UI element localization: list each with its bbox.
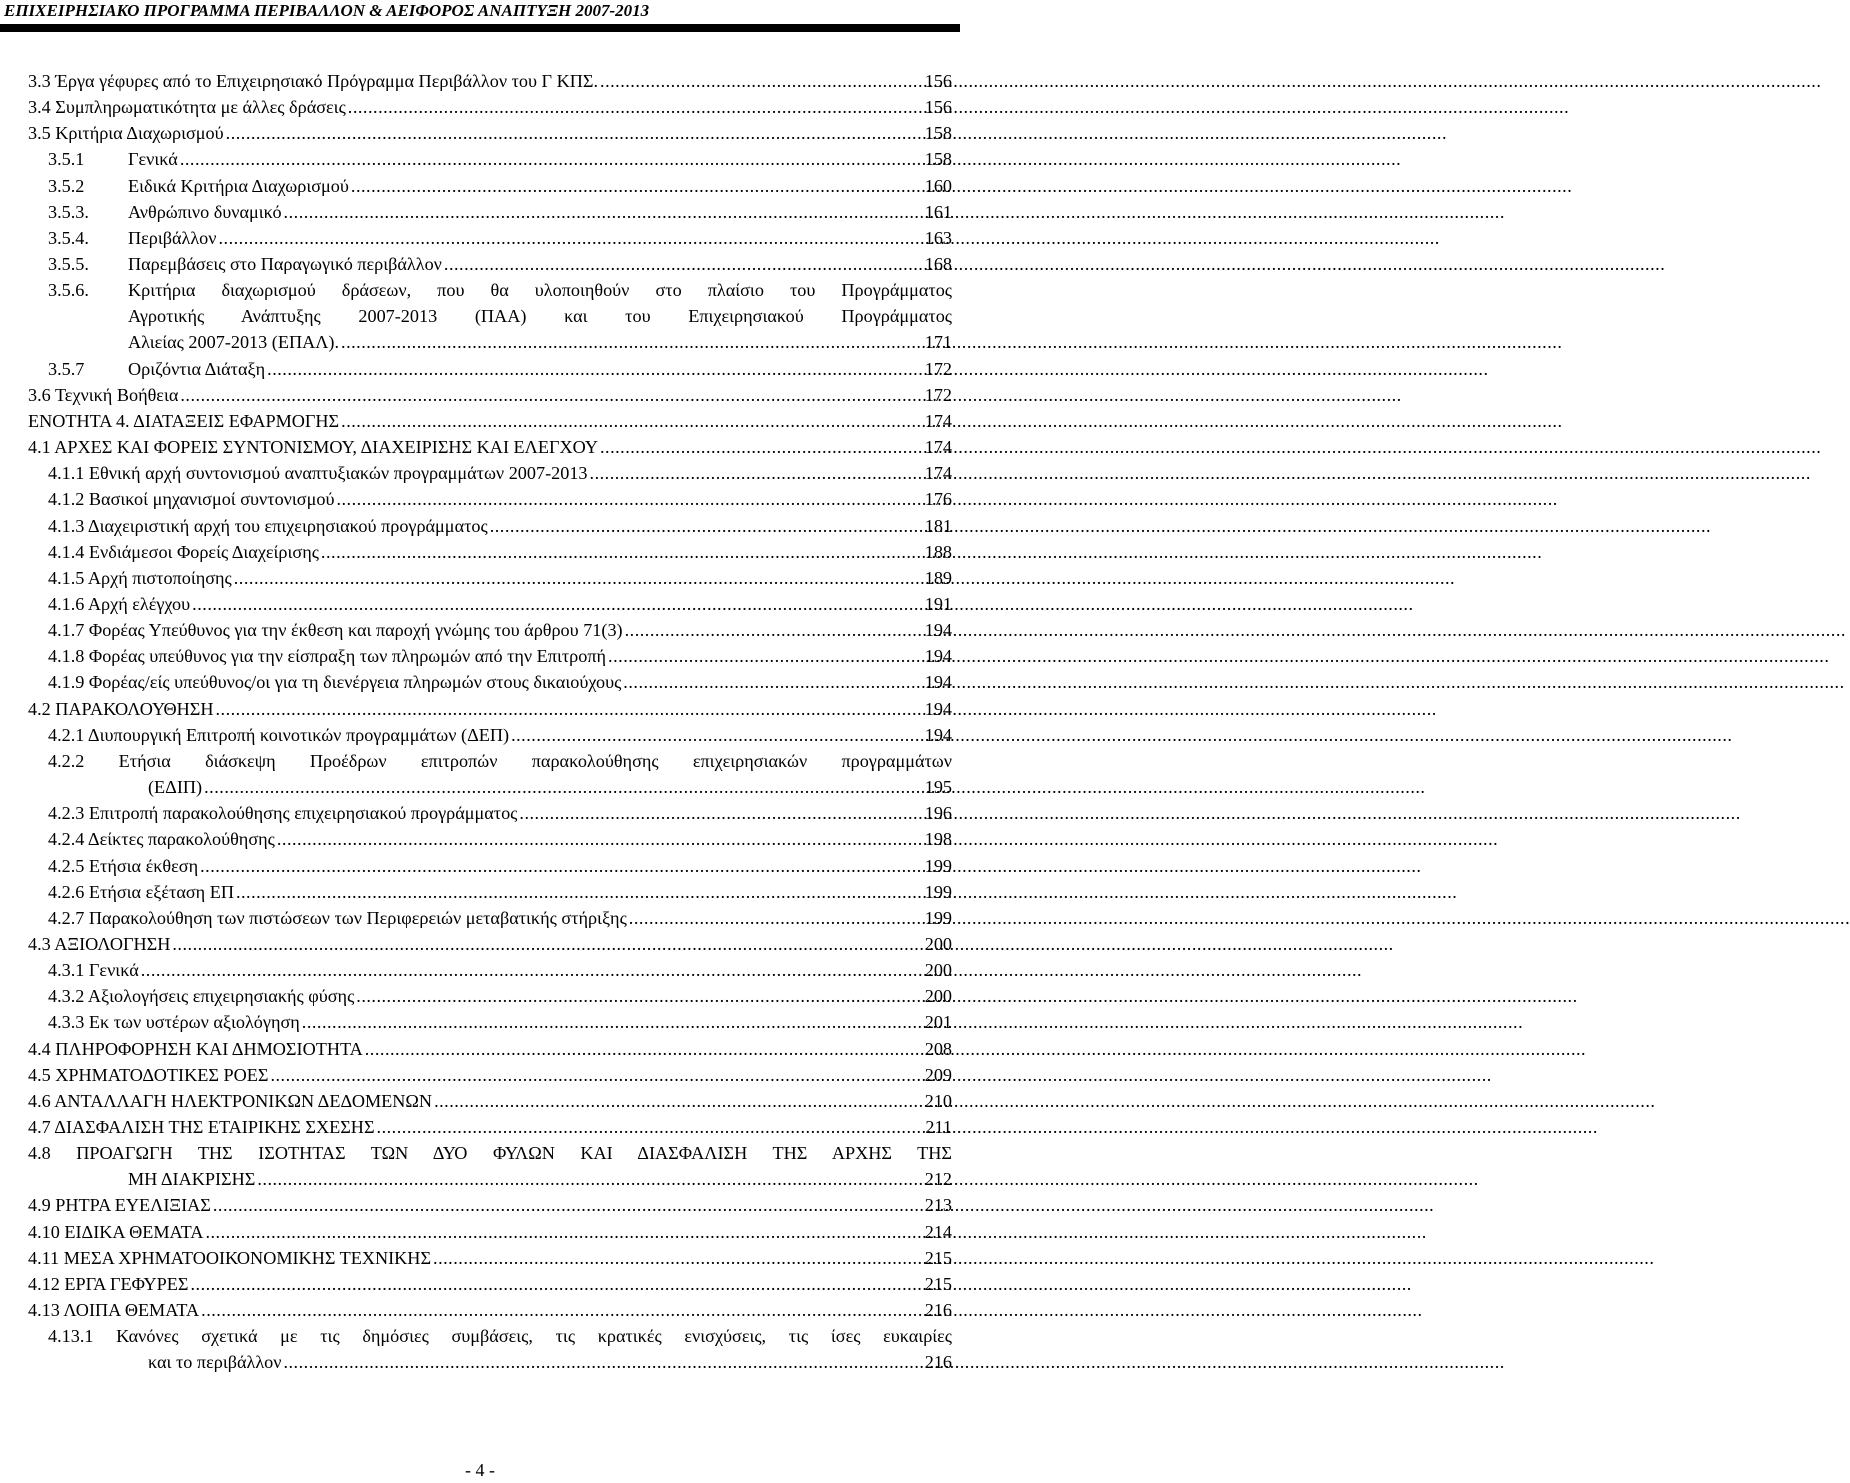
toc-text: 4.1 ΑΡΧΕΣ ΚΑΙ ΦΟΡΕΙΣ ΣΥΝΤΟΝΙΣΜΟΥ, ΔΙΑΧΕΙΡΙΣΗΣ ΚΑΙ ΕΛΕΓΧΟΥ [28,437,598,458]
toc-leader-dots [172,931,920,957]
toc-page-number: 156 [924,71,952,91]
toc-text: Οριζόντια Διάταξη [128,358,266,379]
toc-text-line: Κριτήρια διαχωρισμού δράσεων, που θα υλοποιηθούν στο πλαίσιο του Προγράμματος [128,280,952,301]
toc-text: 4.3.1 Γενικά [48,960,139,981]
toc-leader-dots [205,1219,920,1245]
toc-page-number: 215 [924,1247,952,1268]
page-header [0,0,960,32]
toc-entry[interactable] [28,1297,952,1323]
toc-text: 4.5 ΧΡΗΜΑΤΟΔΟΤΙΚΕΣ ΡΟΕΣ [28,1064,269,1085]
toc-entry[interactable] [48,748,952,800]
toc-text: 4.9 ΡΗΤΡΑ ΕΥΕΛΙΞΙΑΣ [28,1195,211,1216]
toc-entry[interactable] [28,1192,952,1218]
toc-entry[interactable] [28,696,952,722]
toc-leader-dots [302,1009,921,1035]
toc-page-number: 174 [924,437,952,458]
toc-leader-dots [341,408,921,434]
toc-entry[interactable] [28,1114,952,1140]
toc-page-number: 189 [924,567,952,588]
toc-text: 4.1.2 Βασικοί μηχανισμοί συντονισμού [48,489,335,510]
toc-page-number: 209 [924,1064,952,1085]
toc-entry[interactable] [28,120,952,146]
toc-leader-dots [270,1062,920,1088]
toc-text: 4.3 ΑΞΙΟΛΟΓΗΣΗ [28,933,171,954]
toc-leader-dots [215,696,920,722]
toc-page-number: 199 [924,855,952,876]
toc-leader-dots [351,173,921,199]
toc-page-number: 174 [924,463,952,484]
toc-page-number: 194 [924,724,952,745]
toc-entry[interactable] [48,539,952,565]
toc-text: ΜΗ ΔΙΑΚΡΙΣΗΣ [128,1169,256,1190]
toc-text: 3.4 Συμπληρωματικότητα με άλλες δράσεις [28,97,346,118]
toc-entry[interactable] [48,617,952,643]
toc-page-number: 210 [924,1090,952,1111]
toc-text: 4.1.7 Φορέας Υπεύθυνος για την έκθεση και παροχή γνώμης του άρθρου 71(3) [48,620,623,641]
toc-leader-dots [433,1245,921,1271]
toc-text: 4.6 ΑΝΤΑΛΛΑΓΗ ΗΛΕΚΤΡΟΝΙΚΩΝ ΔΕΔΟΜΕΝΩΝ [28,1090,433,1111]
toc-page-number: 188 [924,541,952,562]
toc-leader-dots [180,382,920,408]
toc-text: 4.2.7 Παρακολούθηση των πιστώσεων των Περιφερειών μεταβατικής στήριξης [48,907,627,928]
toc-text: Αλιείας 2007-2013 (ΕΠΑΛ). [128,332,340,353]
toc-leader-dots [600,68,921,94]
toc-text: 4.12 ΕΡΓΑ ΓΕΦΥΡΕΣ [28,1273,189,1294]
toc-entry[interactable] [48,277,952,355]
toc-page-number: 172 [924,384,952,405]
toc-leader-dots [625,617,921,643]
toc-page-number: 200 [924,960,952,981]
toc-leader-dots [190,1271,920,1297]
toc-text: 4.1.9 Φορέας/είς υπεύθυνος/οι για τη διενέργεια πληρωμών στους δικαιούχους [48,672,622,693]
toc-leader-dots [519,800,920,826]
toc-text-line: 4.8 ΠΡΟΑΓΩΓΗ ΤΗΣ ΙΣΟΤΗΤΑΣ ΤΩΝ ΔΥΟ ΦΥΛΩΝ ΚΑΙ ΔΙΑΣΦΑΛΙΣΗ ΤΗΣ ΑΡΧΗΣ ΤΗΣ [28,1143,952,1164]
toc-leader-dots [434,1088,921,1114]
toc-text-line: 4.2.2 Ετήσια διάσκεψη Προέδρων επιτροπών παρακολούθησης επιχειρησιακών προγραμμάτων [48,750,952,771]
toc-text: 4.2.4 Δείκτες παρακολούθησης [48,829,275,850]
toc-leader-dots [213,1192,921,1218]
toc-page-number: 213 [924,1195,952,1216]
toc-text: Ειδικά Κριτήρια Διαχωρισμού [128,175,349,196]
toc-text: 4.7 ΔΙΑΣΦΑΛΙΣΗ ΤΗΣ ΕΤΑΙΡΙΚΗΣ ΣΧΕΣΗΣ [28,1117,375,1137]
page-number: - 4 - [465,1460,495,1480]
toc-text: 4.11 ΜΕΣΑ ΧΡΗΜΑΤΟΟΙΚΟΝΟΜΙΚΗΣ ΤΕΧΝΙΚΗΣ [28,1247,432,1268]
toc-entry[interactable] [48,853,952,879]
toc-page-number: 181 [924,515,952,536]
toc-entry[interactable] [48,591,952,617]
toc-page-number: 199 [924,881,952,902]
toc-number: 3.5.6. [48,280,89,301]
toc-leader-dots [590,460,921,486]
toc-text: 4.1.6 Αρχή ελέγχου [48,594,191,614]
toc-text: 4.4 ΠΛΗΡΟΦΟΡΗΣΗ ΚΑΙ ΔΗΜΟΣΙΟΤΗΤΑ [28,1038,363,1059]
toc-entry[interactable] [48,356,952,382]
toc-entry[interactable] [28,1062,952,1088]
toc-leader-dots [226,120,921,146]
toc-number: 3.5.3. [48,201,89,222]
toc-entry[interactable] [28,1219,952,1245]
toc-leader-dots [141,957,921,983]
toc-entry[interactable] [48,879,952,905]
toc-entry[interactable] [48,800,952,826]
toc-page-number: 211 [925,1117,952,1137]
toc-leader-dots [629,905,921,931]
toc-page-number: 171 [924,332,952,353]
toc-text: Περιβάλλον [128,227,217,248]
toc-text: 4.2.5 Ετήσια έκθεση [48,855,199,876]
toc-leader-dots [283,1349,920,1375]
toc-text: Γενικά [128,149,178,170]
toc-text: Ανθρώπινο δυναμικό [128,201,282,222]
toc-text: 4.1.3 Διαχειριστική αρχή του επιχειρησιακού προγράμματος [48,515,488,536]
toc-page-number: 191 [924,594,952,614]
toc-leader-dots [356,983,920,1009]
toc-text: 4.2.1 Διυπουργική Επιτροπή κοινοτικών προγραμμάτων (ΔΕΠ) [48,724,510,745]
toc-page-number: 216 [924,1352,952,1373]
toc-text: Παρεμβάσεις στο Παραγωγικό περιβάλλον [128,254,442,275]
toc-page-number: 201 [924,1012,952,1033]
toc-text: 4.13 ΛΟΙΠΑ ΘΕΜΑΤΑ [28,1300,200,1321]
toc-entry[interactable] [48,486,952,512]
toc-text: 3.5 Κριτήρια Διαχωρισμού [28,123,224,144]
toc-number: 3.5.1 [48,149,85,170]
toc-page-number: 194 [924,620,952,641]
toc-entry[interactable] [48,173,952,199]
toc-entry[interactable] [48,722,952,748]
toc-page-number: 215 [924,1273,952,1294]
toc-page-number: 176 [924,489,952,510]
toc-text-line: Αγροτικής Ανάπτυξης 2007-2013 (ΠΑΑ) και του Επιχειρησιακού Προγράμματος [128,306,952,327]
toc-page-number: 212 [924,1169,952,1190]
toc-leader-dots [336,486,920,512]
toc-page-number: 199 [924,907,952,928]
toc-text: 3.3 Έργα γέφυρες από το Επιχειρησιακό Πρόγραμμα Περιβάλλον του Γ ΚΠΣ. [28,71,599,91]
toc-number: 3.5.2 [48,175,85,196]
toc-page-number: 200 [924,933,952,954]
toc-page-number: 158 [924,149,952,170]
toc-entry[interactable] [28,68,952,94]
toc-entry[interactable] [48,146,952,172]
toc-entry[interactable] [28,1088,952,1114]
header-rule-thick [0,24,960,32]
toc-entry[interactable] [28,434,952,460]
toc-text: 4.3.2 Αξιολογήσεις επιχειρησιακής φύσης [48,986,355,1007]
toc-page-number: 195 [924,776,952,797]
toc-leader-dots [321,539,921,565]
toc-leader-dots [377,1114,922,1140]
toc-entry[interactable] [28,931,952,957]
toc-page-number: 158 [924,123,952,144]
toc-leader-dots [180,146,921,172]
toc-entry[interactable] [48,957,952,983]
toc-leader-dots [218,225,920,251]
toc-leader-dots [600,434,921,460]
toc-text: 4.2.3 Επιτροπή παρακολούθησης επιχειρησιακού προγράμματος [48,803,518,824]
toc-page-number: 163 [924,227,952,248]
toc-entry[interactable] [48,643,952,669]
toc-page-number: 194 [924,646,952,667]
toc-page-number: 196 [924,803,952,824]
toc-text-line: 4.13.1 Κανόνες σχετικά με τις δημόσιες συμβάσεις, τις κρατικές ενισχύσεις, τις ίσες ευκαιρίες [48,1326,952,1347]
toc-entry[interactable] [48,905,952,931]
toc-entry[interactable] [28,94,952,120]
toc-entry[interactable] [28,1140,952,1192]
toc-text: 4.1.8 Φορέας υπεύθυνος για την είσπραξη των πληρωμών από την Επιτροπή [48,646,607,667]
toc-entry[interactable] [28,408,952,434]
toc-leader-dots [623,669,920,695]
toc-entry[interactable] [48,225,952,251]
toc-leader-dots [201,1297,921,1323]
toc-text: 4.3.3 Εκ των υστέρων αξιολόγηση [48,1012,300,1033]
toc-entry[interactable] [48,669,952,695]
toc-text: 4.1.1 Εθνική αρχή συντονισμού αναπτυξιακών προγραμμάτων 2007-2013 [48,463,588,484]
toc-text: (ΕΔΙΠ) [148,776,203,797]
toc-text: 4.2.6 Ετήσια εξέταση ΕΠ [48,881,234,902]
toc-page-number: 172 [924,358,952,379]
toc-leader-dots [365,1036,921,1062]
toc-text: 4.2 ΠΑΡΑΚΟΛΟΥΘΗΣΗ [28,698,214,719]
toc-entry[interactable] [48,199,952,225]
toc-page-number: 198 [924,829,952,850]
toc-page-number: 160 [924,175,952,196]
toc-leader-dots [511,722,921,748]
toc-leader-dots [277,826,921,852]
toc-entry[interactable] [28,1036,952,1062]
toc-text: 4.1.4 Ενδιάμεσοι Φορείς Διαχείρισης [48,541,319,562]
toc-text: 4.10 ΕΙΔΙΚΑ ΘΕΜΑΤΑ [28,1221,204,1242]
toc-leader-dots [267,356,921,382]
toc-leader-dots [234,565,921,591]
toc-leader-dots [192,591,921,617]
toc-entry[interactable] [48,251,952,277]
toc-number: 3.5.5. [48,254,89,275]
document-title: ΕΠΙΧΕΙΡΗΣΙΑΚΟ ΠΡΟΓΡΑΜΜΑ ΠΕΡΙΒΑΛΛΟΝ & ΑΕΙΦΟΡΟΣ ΑΝΑΠΤΥΞΗ 2007-2013 [4,1,650,20]
toc-leader-dots [200,853,921,879]
toc-page-number: 214 [924,1221,952,1242]
toc-entry[interactable] [28,1271,952,1297]
toc-entry[interactable] [48,1323,952,1375]
toc-leader-dots [236,879,921,905]
toc-entry[interactable] [48,513,952,539]
toc-entry[interactable] [48,826,952,852]
toc-leader-dots [608,643,921,669]
toc-text: 4.1.5 Αρχή πιστοποίησης [48,567,232,588]
toc-leader-dots [257,1166,920,1192]
toc-page-number: 168 [924,254,952,275]
toc-entry[interactable] [28,382,952,408]
toc-leader-dots [204,774,921,800]
toc-page-number: 161 [924,201,952,222]
toc-number: 3.5.4. [48,227,89,248]
toc-text: ΕΝΟΤΗΤΑ 4. ΔΙΑΤΑΞΕΙΣ ΕΦΑΡΜΟΓΗΣ [28,410,340,431]
toc-entry[interactable] [28,1245,952,1271]
toc-page-number: 194 [924,698,952,719]
toc-number: 3.5.7 [48,358,85,379]
toc-page-number: 200 [924,986,952,1007]
toc-page-number: 208 [924,1038,952,1059]
toc-leader-dots [341,329,921,355]
toc-entry[interactable] [48,1009,952,1035]
toc-leader-dots [444,251,921,277]
toc-entry[interactable] [48,983,952,1009]
toc-entry[interactable] [48,565,952,591]
toc-leader-dots [348,94,921,120]
toc-text: 3.6 Τεχνική Βοήθεια [28,384,179,405]
toc-page-number: 174 [924,410,952,431]
toc-leader-dots [490,513,921,539]
toc-page-number: 194 [924,672,952,693]
toc-text: και το περιβάλλον [148,1352,282,1373]
toc-leader-dots [284,199,921,225]
toc-page-number: 216 [924,1300,952,1321]
toc-page-number: 156 [924,97,952,118]
toc-entry[interactable] [48,460,952,486]
